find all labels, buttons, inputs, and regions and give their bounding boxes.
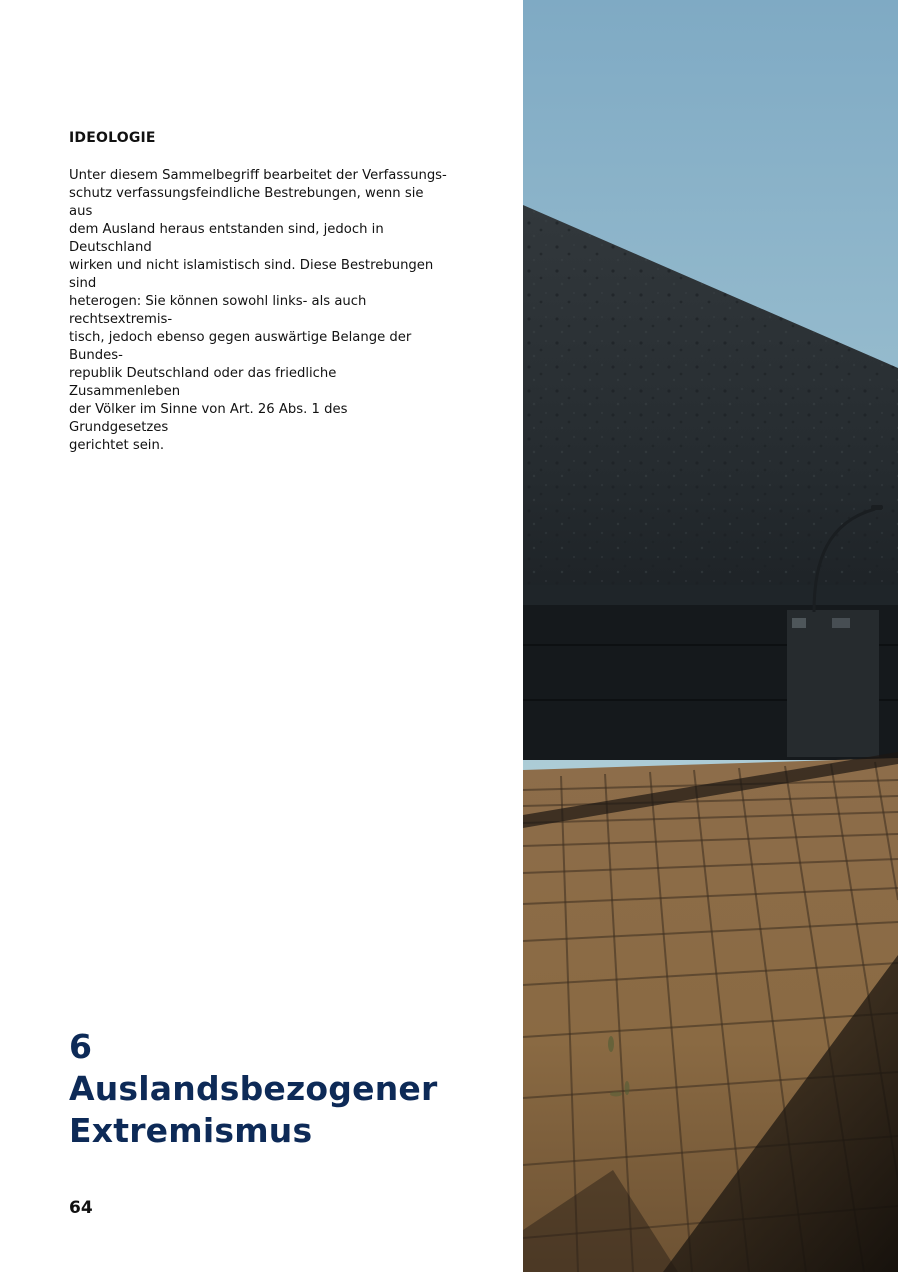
text-column <box>69 130 449 455</box>
page-number: 64 <box>69 1198 93 1218</box>
section-heading: IDEOLOGIE <box>69 130 156 146</box>
architectural-photo <box>523 0 898 1272</box>
body-paragraph: Unter diesem Sammelbegriff bearbeitet der Verfassungs- schutz verfassungsfeindliche Bestrebungen, wenn sie aus dem Ausland heraus entstanden sind, jedoch in Deutschland wirken und nicht islamistisch sind. Diese Bestrebungen sind heterogen: Sie können sowohl links- als auch rechtsextremis- tisch, jedoch ebenso gegen auswärtige Belange der Bundes- republik Deutschland oder das friedliche Zusammenleben der Völker im Sinne von Art. 26 Abs. 1 des Grundgesetzes gerichtet sein. <box>69 167 447 453</box>
chapter-title-line-2: Extremismus <box>69 1111 313 1150</box>
chapter-number: 6 <box>69 1027 93 1066</box>
photo-illustration <box>523 0 898 1272</box>
chapter-title-line-1: Auslandsbezogener <box>69 1069 438 1108</box>
chapter-heading <box>69 1026 479 1152</box>
